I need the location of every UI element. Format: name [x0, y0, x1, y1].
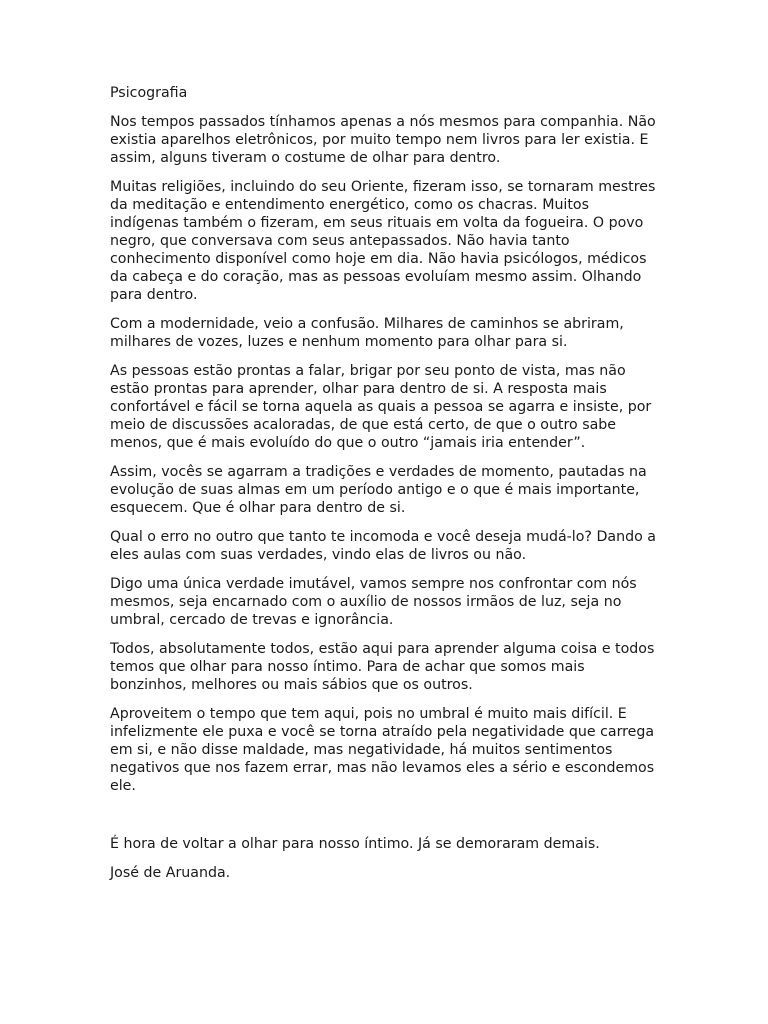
closing-paragraph: É hora de voltar a olhar para nosso íntimo. Já se demoraram demais.	[110, 836, 600, 852]
paragraph: Todos, absolutamente todos, estão aqui para aprender alguma coisa e todos temos que olhar para nosso íntimo. Para de achar que somos mais bonzinhos, melhores ou mais sábios que os outros.	[110, 641, 655, 693]
paragraph: Com a modernidade, veio a confusão. Milhares de caminhos se abriram, milhares de vozes, luzes e nenhum momento para olhar para si.	[110, 316, 624, 350]
paragraph: Assim, vocês se agarram a tradições e verdades de momento, pautadas na evolução de suas almas em um período antigo e o que é mais importante, esquecem. Que é olhar para dentro de si.	[110, 464, 647, 516]
paragraph: Nos tempos passados tínhamos apenas a nós mesmos para companhia. Não existia aparelhos eletrônicos, por muito tempo nem livros para ler existia. E assim, alguns tiveram o costume de olhar para dentro.	[110, 114, 656, 166]
paragraph: Digo uma única verdade imutável, vamos sempre nos confrontar com nós mesmos, seja encarnado com o auxílio de nossos irmãos de luz, seja no umbral, cercado de trevas e ignorância.	[110, 576, 637, 628]
paragraph: Aproveitem o tempo que tem aqui, pois no umbral é muito mais difícil. E infelizmente ele puxa e você se torna atraído pela negatividade que carrega em si, e não disse maldade, mas negatividade, há muitos sentimentos negativos que nos fazem errar, mas não levamos eles a sério e escondemos ele.	[110, 706, 655, 794]
document-page	[110, 84, 658, 893]
blank-line	[110, 806, 658, 835]
signature: José de Aruanda.	[110, 865, 231, 881]
paragraph: As pessoas estão prontas a falar, brigar por seu ponto de vista, mas não estão prontas para aprender, olhar para dentro de si. A resposta mais confortável e fácil se torna aquela as quais a pessoa se agarra e insiste, por meio de discussões acaloradas, de que está certo, de que o outro sabe menos, que é mais evoluído do que o outro “jamais iria entender”.	[110, 363, 652, 451]
document-title: Psicografia	[110, 85, 188, 101]
paragraph: Muitas religiões, incluindo do seu Oriente, fizeram isso, se tornaram mestres da meditação e entendimento energético, como os chacras. Muitos indígenas também o fizeram, em seus rituais em volta da fogueira. O povo negro, que conversava com seus antepassados. Não havia tanto conhecimento disponível como hoje em dia. Não havia psicólogos, médicos da cabeça e do coração, mas as pessoas evoluíam mesmo assim. Olhando para dentro.	[110, 179, 656, 303]
paragraph: Qual o erro no outro que tanto te incomoda e você deseja mudá-lo? Dando a eles aulas com suas verdades, vindo elas de livros ou não.	[110, 529, 656, 563]
